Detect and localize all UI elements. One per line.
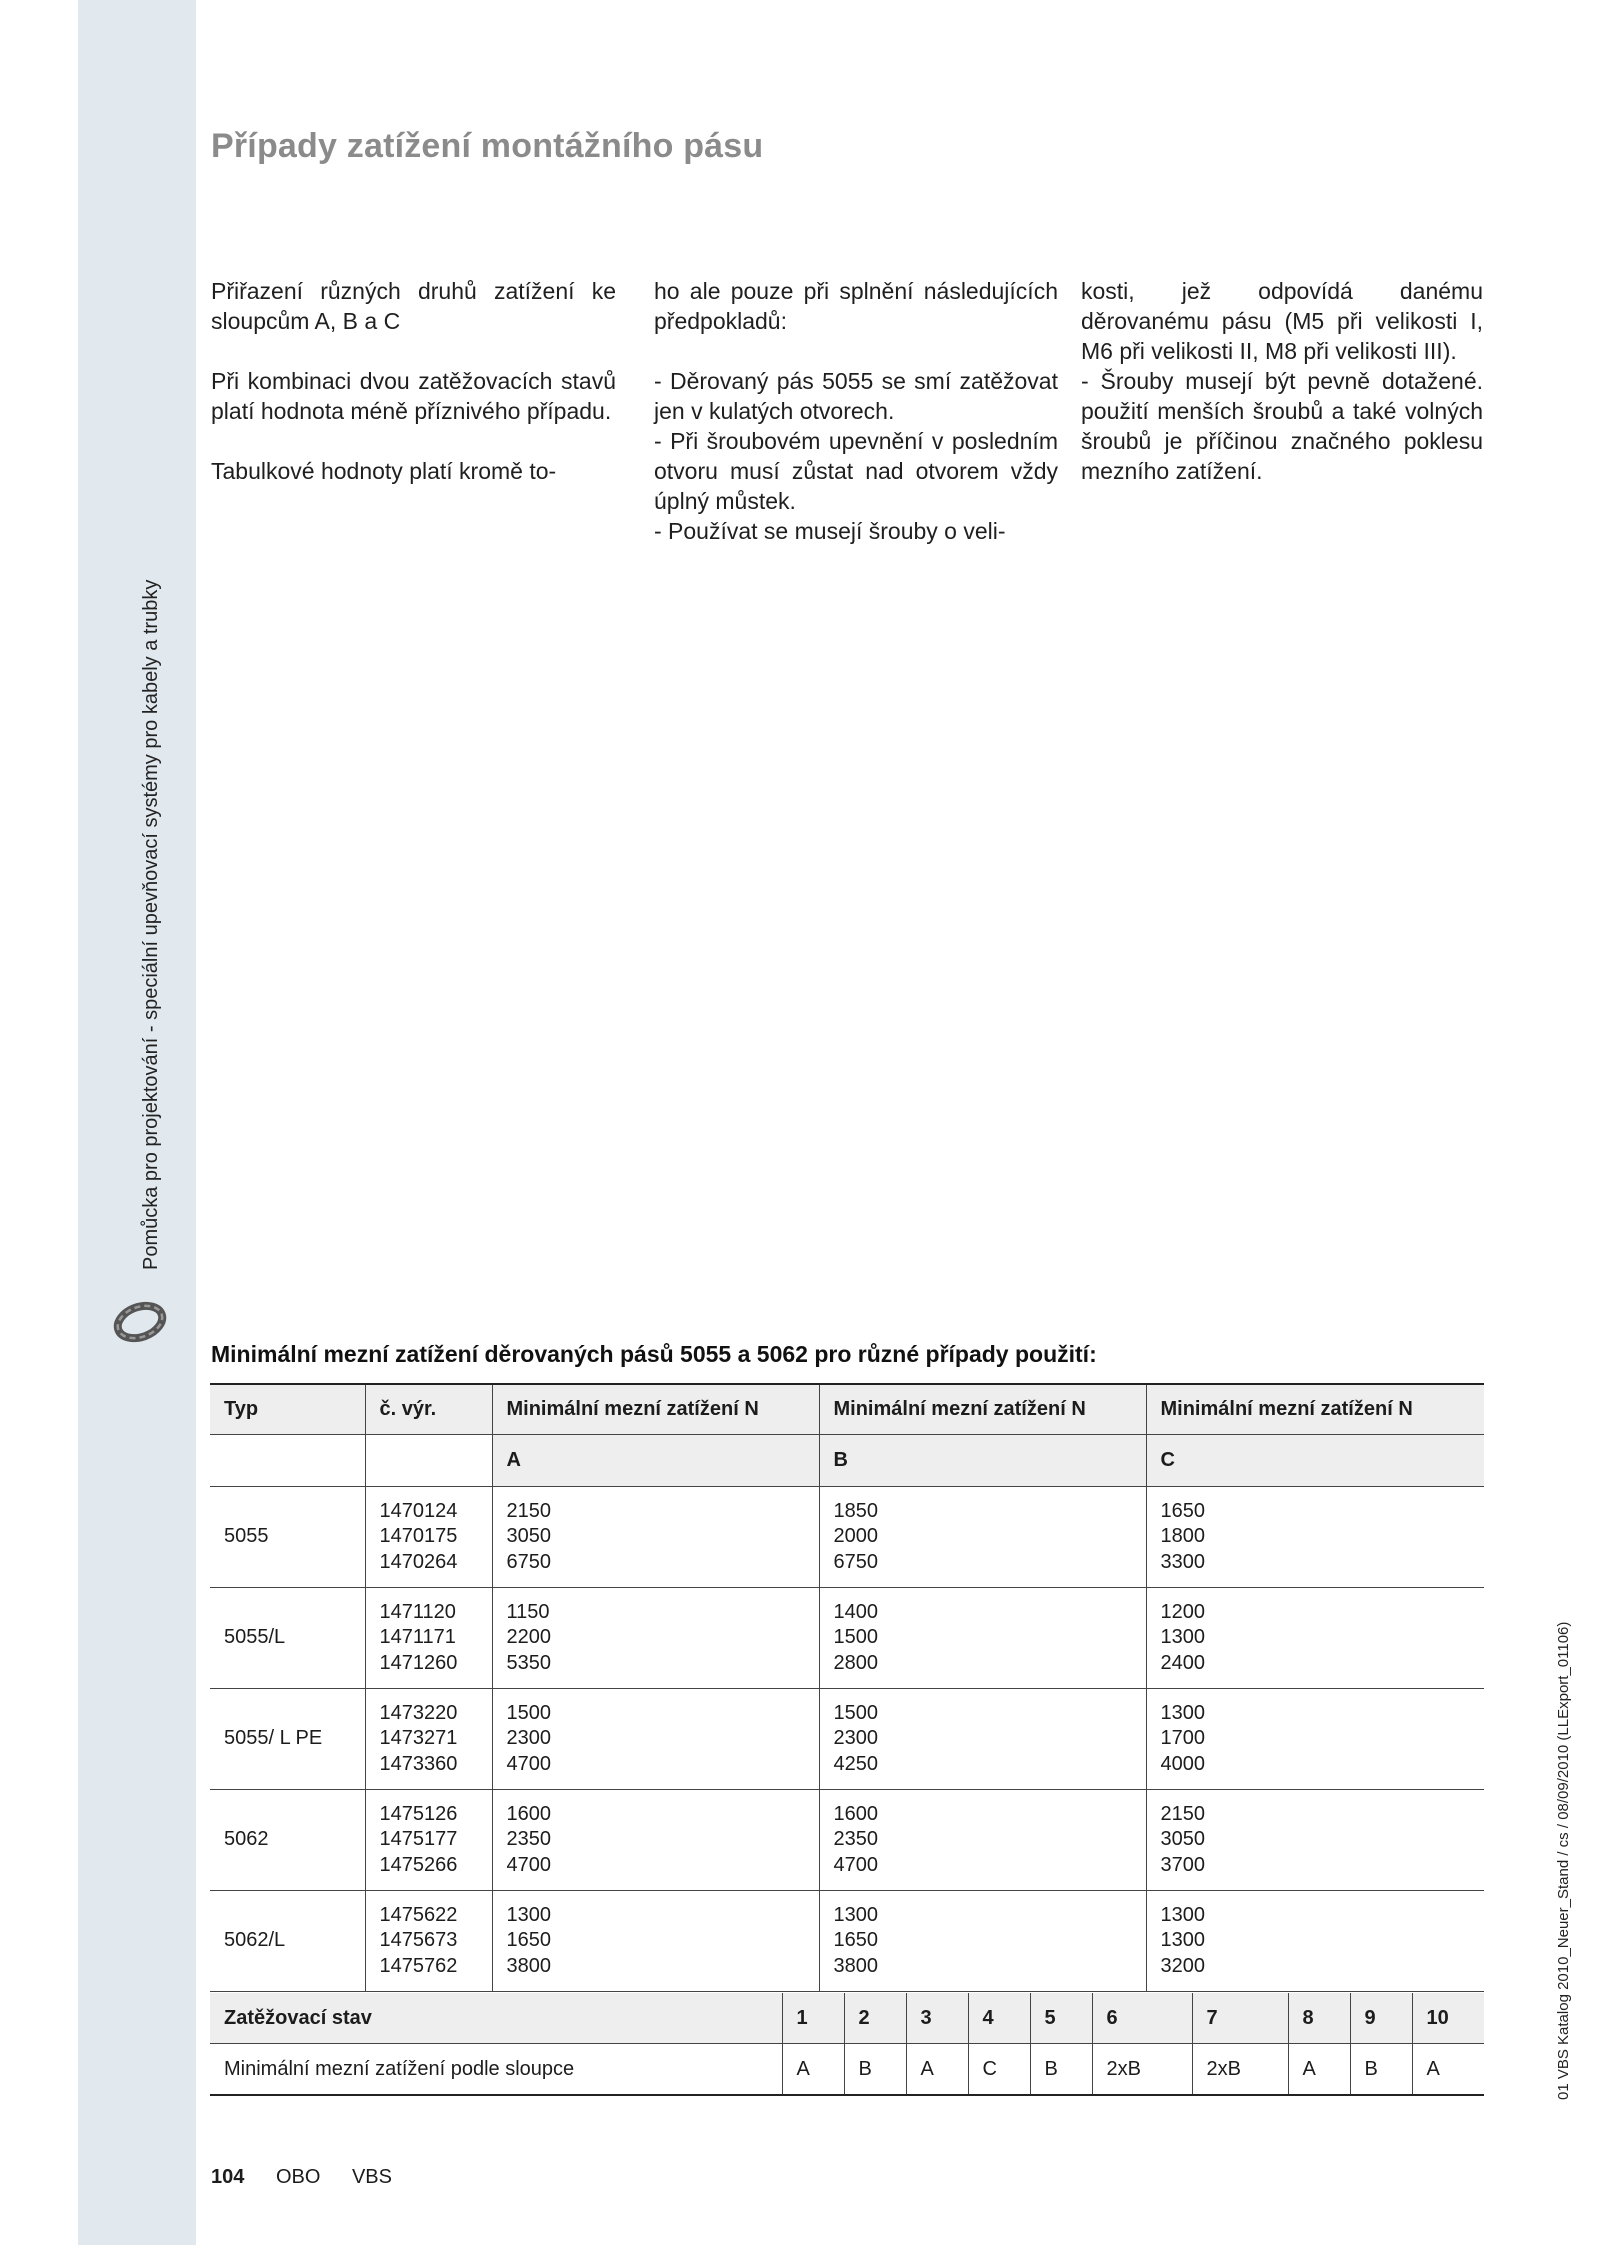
subheader-a: A: [492, 1435, 819, 1487]
table-row: [210, 1588, 1484, 1689]
load-case-number: 5: [1030, 1993, 1092, 2044]
paragraph: ho ale pouze při splnění následujících předpokladů:: [654, 278, 1058, 334]
footer-section: VBS: [351, 2166, 392, 2188]
text-column-2: [654, 276, 1058, 546]
load-case-value: 2xB: [1192, 2044, 1288, 2096]
table-header-row: [210, 1384, 1484, 1435]
footer-brand: OBO: [275, 2166, 321, 2188]
paragraph: kosti, jež odpovídá danému děrovanému pásu (M5 při velikosti I, M6 při velikosti II, M8 při velikosti III).: [1081, 278, 1483, 364]
table-row: [210, 1689, 1484, 1790]
bullet-item: - Při šroubovém upevnění v posledním otvoru musí zůstat nad otvorem vždy úplný můstek.: [654, 428, 1058, 514]
load-case-value: A: [1288, 2044, 1350, 2096]
load-case-value: A: [782, 2044, 844, 2096]
bullet-item: - Děrovaný pás 5055 se smí zatěžovat jen v kulatých otvorech.: [654, 368, 1058, 424]
page-title: Případy zatížení montážního pásu: [211, 127, 764, 165]
cell-cislo: 1470124 1470175 1470264: [365, 1487, 492, 1588]
paragraph: Přiřazení různých druhů zatížení ke sloupcům A, B a C: [211, 278, 616, 334]
cell-typ: 5062/L: [210, 1891, 365, 1992]
cell-typ: 5055/ L PE: [210, 1689, 365, 1790]
header-column-c: Minimální mezní zatížení N: [1146, 1384, 1484, 1435]
cell-c: 1200 1300 2400: [1146, 1588, 1484, 1689]
obo-logo-icon: [112, 1300, 168, 1344]
print-job-note: 01 VBS Katalog 2010_Neuer_Stand / cs / 08/09/2010 (LLExport_01106): [1555, 1621, 1572, 2100]
side-band: [78, 0, 196, 2245]
paragraph: Při kombinaci dvou zatěžovacích stavů platí hodnota méně příznivého případu.: [211, 368, 616, 424]
load-case-value-row: [210, 2044, 1484, 2096]
load-case-value: B: [1030, 2044, 1092, 2096]
load-case-value: A: [1412, 2044, 1484, 2096]
cell-cislo: 1473220 1473271 1473360: [365, 1689, 492, 1790]
header-column-a: Minimální mezní zatížení N: [492, 1384, 819, 1435]
table-row: [210, 1891, 1484, 1992]
cell-a: 1150 2200 5350: [492, 1588, 819, 1689]
bullet-item: - Šrouby musejí být pevně dotažené. použití menších šroubů a také volných šroubů je příčinou značného poklesu mezního zatížení.: [1081, 368, 1483, 484]
cell-b: 1600 2350 4700: [819, 1790, 1146, 1891]
header-cislo: č. výr.: [365, 1384, 492, 1435]
load-case-value: A: [906, 2044, 968, 2096]
cell-c: 1300 1300 3200: [1146, 1891, 1484, 1992]
cell-typ: 5055/L: [210, 1588, 365, 1689]
load-case-number: 3: [906, 1993, 968, 2044]
cell-a: 1300 1650 3800: [492, 1891, 819, 1992]
load-case-number: 1: [782, 1993, 844, 2044]
load-case-table: [210, 1993, 1484, 2096]
load-case-label: Zatěžovací stav: [210, 1993, 782, 2044]
table-row: [210, 1487, 1484, 1588]
page-number: 104: [211, 2166, 245, 2188]
cell-b: 1300 1650 3800: [819, 1891, 1146, 1992]
load-case-value: C: [968, 2044, 1030, 2096]
load-case-number: 10: [1412, 1993, 1484, 2044]
cell-cislo: 1475622 1475673 1475762: [365, 1891, 492, 1992]
cell-c: 1300 1700 4000: [1146, 1689, 1484, 1790]
load-case-number: 8: [1288, 1993, 1350, 2044]
load-case-row-label: Minimální mezní zatížení podle sloupce: [210, 2044, 782, 2096]
table-heading: Minimální mezní zatížení děrovaných pásů 5055 a 5062 pro různé případy použití:: [211, 1341, 1097, 1367]
subheader-c: C: [1146, 1435, 1484, 1487]
load-case-number: 4: [968, 1993, 1030, 2044]
load-case-header-row: [210, 1993, 1484, 2044]
cell-b: 1400 1500 2800: [819, 1588, 1146, 1689]
bullet-item: - Používat se musejí šrouby o veli-: [654, 518, 1006, 544]
load-case-value: B: [844, 2044, 906, 2096]
cell-b: 1500 2300 4250: [819, 1689, 1146, 1790]
cell-c: 1650 1800 3300: [1146, 1487, 1484, 1588]
table-row: [210, 1790, 1484, 1891]
header-typ: Typ: [210, 1384, 365, 1435]
cell-typ: 5062: [210, 1790, 365, 1891]
cell-cislo: 1475126 1475177 1475266: [365, 1790, 492, 1891]
paragraph: Tabulkové hodnoty platí kromě to-: [211, 458, 557, 484]
subheader-b: B: [819, 1435, 1146, 1487]
load-case-number: 9: [1350, 1993, 1412, 2044]
text-column-1: [211, 276, 616, 486]
cell-a: 1600 2350 4700: [492, 1790, 819, 1891]
page-footer: [211, 2166, 418, 2189]
table-subheader-row: [210, 1435, 1484, 1487]
load-case-value: B: [1350, 2044, 1412, 2096]
load-case-number: 6: [1092, 1993, 1192, 2044]
load-case-value: 2xB: [1092, 2044, 1192, 2096]
cell-a: 2150 3050 6750: [492, 1487, 819, 1588]
cell-typ: 5055: [210, 1487, 365, 1588]
text-column-3: [1081, 276, 1483, 486]
cell-b: 1850 2000 6750: [819, 1487, 1146, 1588]
cell-cislo: 1471120 1471171 1471260: [365, 1588, 492, 1689]
load-case-number: 2: [844, 1993, 906, 2044]
load-case-number: 7: [1192, 1993, 1288, 2044]
side-chapter-title: Pomůcka pro projektování - speciální upevňovací systémy pro kabely a trubky: [140, 579, 162, 1270]
header-column-b: Minimální mezní zatížení N: [819, 1384, 1146, 1435]
cell-c: 2150 3050 3700: [1146, 1790, 1484, 1891]
cell-a: 1500 2300 4700: [492, 1689, 819, 1790]
load-table: [210, 1383, 1484, 1992]
